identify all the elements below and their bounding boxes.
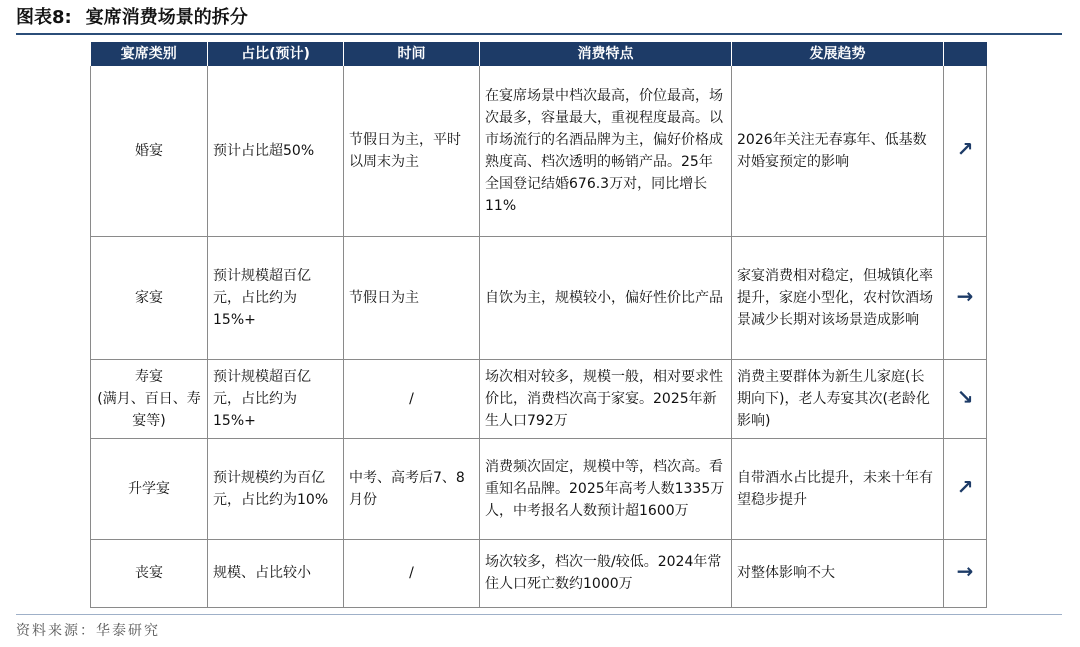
row-trend: 对整体影响不大 — [732, 539, 944, 607]
row-features: 在宴席场景中档次最高，价位最高，场次最多，容量最大，重视程度最高。以市场流行的名酒品牌为主，偏好价格成熟度高、档次透明的畅销产品。25年全国登记结婚676.3万对，同比增长11% — [480, 66, 732, 236]
row-trend-arrow-cell — [944, 438, 987, 539]
row-features: 自饮为主，规模较小，偏好性价比产品 — [480, 236, 732, 359]
row-category — [91, 359, 208, 438]
arrow-down-right-icon: ↘ — [956, 384, 974, 409]
row-trend: 自带酒水占比提升，未来十年有望稳步提升 — [732, 438, 944, 539]
row-time: 中考、高考后7、8月份 — [344, 438, 480, 539]
table-row — [91, 236, 987, 359]
row-trend-arrow-cell — [944, 359, 987, 438]
row-category-main: 寿宴 — [135, 368, 163, 385]
row-time: 节假日为主，平时以周末为主 — [344, 66, 480, 236]
row-time: / — [344, 539, 480, 607]
row-trend-arrow-cell — [944, 236, 987, 359]
row-trend: 家宴消费相对稳定，但城镇化率提升，家庭小型化，农村饮酒场景减少长期对该场景造成影响 — [732, 236, 944, 359]
row-share: 规模、占比较小 — [208, 539, 344, 607]
row-trend-arrow-cell — [944, 539, 987, 607]
header-features: 消费特点 — [480, 42, 732, 66]
row-features: 场次较多，档次一般/较低。2024年常住人口死亡数约1000万 — [480, 539, 732, 607]
arrow-right-icon: → — [956, 559, 974, 583]
row-share: 预计规模约为百亿元，占比约为10% — [208, 438, 344, 539]
arrow-up-right-icon: ↗ — [956, 474, 974, 499]
title-rule — [16, 33, 1062, 35]
row-features: 场次相对较多，规模一般，相对要求性价比，消费档次高于家宴。2025年新生人口792万 — [480, 359, 732, 438]
row-time: / — [344, 359, 480, 438]
table-row — [91, 539, 987, 607]
row-time: 节假日为主 — [344, 236, 480, 359]
table-row — [91, 438, 987, 539]
row-trend-arrow-cell — [944, 66, 987, 236]
row-category-sub: (满月、百日、寿宴等) — [97, 390, 201, 429]
source-rule — [16, 614, 1062, 615]
table-header-row — [91, 42, 987, 66]
row-category: 家宴 — [91, 236, 208, 359]
figure-title — [16, 5, 248, 31]
figure-number: 图表8: — [16, 7, 72, 28]
header-arrow — [944, 42, 987, 66]
header-time: 时间 — [344, 42, 480, 66]
header-category: 宴席类别 — [91, 42, 208, 66]
banquet-scene-table — [90, 42, 987, 608]
header-share: 占比(预计) — [208, 42, 344, 66]
figure-title-text: 宴席消费场景的拆分 — [85, 7, 248, 28]
row-share: 预计规模超百亿元，占比约为15%+ — [208, 359, 344, 438]
row-features: 消费频次固定，规模中等，档次高。看重知名品牌。2025年高考人数1335万人，中考报名人数预计超1600万 — [480, 438, 732, 539]
row-category: 婚宴 — [91, 66, 208, 236]
arrow-right-icon: → — [956, 283, 974, 308]
source-note: 资料来源：华泰研究 — [16, 623, 160, 639]
row-category: 升学宴 — [91, 438, 208, 539]
table-row — [91, 66, 987, 236]
row-trend: 消费主要群体为新生儿家庭(长期向下)，老人寿宴其次(老龄化影响) — [732, 359, 944, 438]
arrow-up-right-icon: ↗ — [956, 136, 974, 161]
row-share: 预计占比超50% — [208, 66, 344, 236]
table-row — [91, 359, 987, 438]
header-trend: 发展趋势 — [732, 42, 944, 66]
row-category: 丧宴 — [91, 539, 208, 607]
row-share: 预计规模超百亿元，占比约为15%+ — [208, 236, 344, 359]
row-trend: 2026年关注无春寡年、低基数对婚宴预定的影响 — [732, 66, 944, 236]
